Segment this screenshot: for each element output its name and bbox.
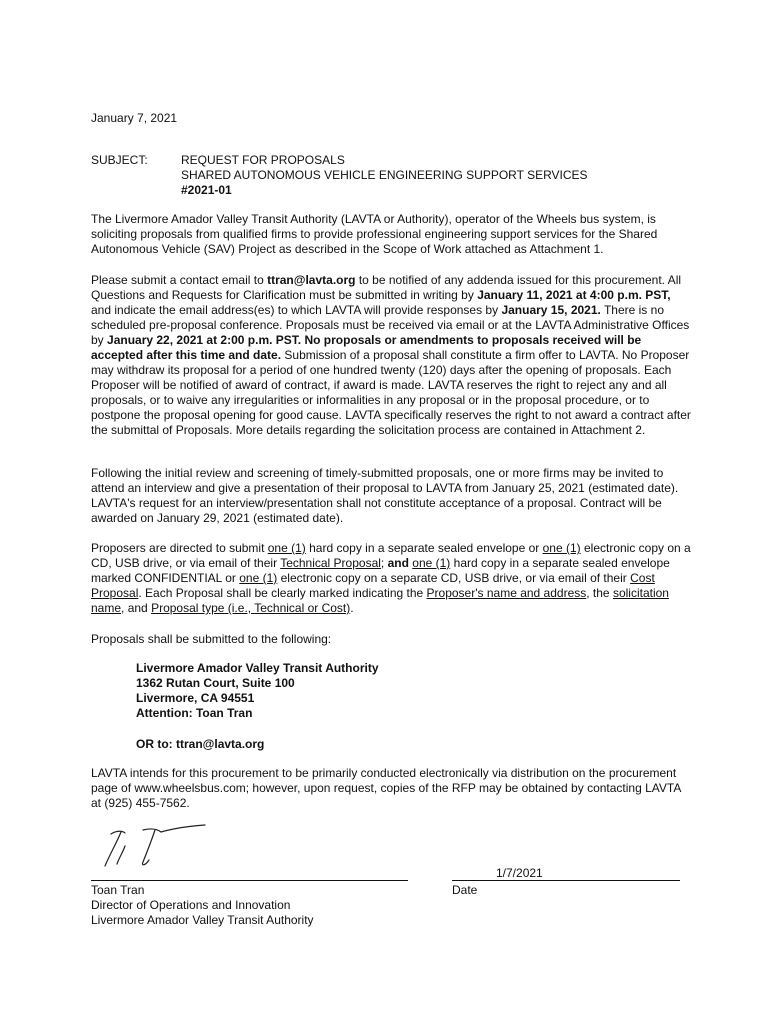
text-run: Please submit a contact email to [91, 273, 268, 287]
text-run: hard copy in a separate sealed envelope or [305, 541, 543, 555]
text-run: hard copy in a separate sealed envelope marked CONFIDENTIAL or [91, 556, 670, 585]
paragraph-submit-to: Proposals shall be submitted to the following: [91, 632, 332, 646]
subject-line-1: REQUEST FOR PROPOSALS [181, 153, 345, 167]
address-line-4: Attention: Toan Tran [136, 706, 253, 720]
text-run: to be notified of any addenda issued for this procurement. All Questions and Requests for Clarification must be submitted in writing by [91, 273, 682, 302]
date-label: Date [452, 883, 478, 897]
handwritten-signature [95, 820, 210, 870]
signer-title: Director of Operations and Innovation [91, 898, 291, 912]
underlined-text: Technical Proposal [280, 556, 381, 570]
deadline-responses: January 15, 2021. [501, 303, 601, 317]
signature-date-value: 1/7/2021 [496, 866, 543, 880]
text-run: There is no scheduled pre-proposal conference. Proposals must be received via email or at the LAVTA Administrative Offices by [91, 303, 690, 347]
text-run: . [350, 601, 354, 615]
underlined-text: one (1) [267, 541, 306, 555]
alternate-email: OR to: ttran@lavta.org [136, 737, 265, 751]
date-line [452, 880, 680, 881]
bold-text: and [387, 556, 409, 570]
signer-name: Toan Tran [91, 883, 145, 897]
signer-org: Livermore Amador Valley Transit Authority [91, 913, 314, 927]
text-run: , the [586, 586, 613, 600]
paragraph-electronic: LAVTA intends for this procurement to be primarily conducted electronically via distribution on the procurement page of www.wheelsbus.com; however, upon request, copies of the RFP may be obtained by contacting LAVTA at (925) 455-7562. [91, 766, 681, 810]
deadline-questions: January 11, 2021 at 4:00 p.m. PST, [477, 288, 671, 302]
deadline-proposals: January 22, 2021 at 2:00 p.m. PST. No proposals or amendments to proposals received will be accepted after this time and date. [91, 333, 642, 362]
paragraph-submission [91, 273, 691, 438]
paragraph-interview: Following the initial review and screening of timely-submitted proposals, one or more firms may be invited to attend an interview and give a presentation of their proposal to LAVTA from January 25, 2021 (estimated date). LAVTA's request for an interview/presentation shall not constitute acceptance of a proposal. Contract will be awarded on January 29, 2021 (estimated date). [91, 466, 679, 525]
subject-line-3: #2021-01 [181, 183, 232, 197]
subject-line-2: SHARED AUTONOMOUS VEHICLE ENGINEERING SUPPORT SERVICES [181, 168, 588, 182]
underlined-text: Proposal type (i.e., Technical or Cost) [151, 601, 351, 615]
underlined-text: one (1) [412, 556, 451, 570]
text-run: electronic copy on a separate CD, USB drive, or via email of their [277, 571, 631, 585]
text-run: ; [380, 556, 388, 570]
text-run: Proposers are directed to submit [91, 541, 268, 555]
text-run: . Each Proposal shall be clearly marked indicating the [138, 586, 427, 600]
text-run: and indicate the email address(es) to which LAVTA will provide responses by [91, 303, 502, 317]
address-line-2: 1362 Rutan Court, Suite 100 [136, 676, 295, 690]
paragraph-intro: The Livermore Amador Valley Transit Authority (LAVTA or Authority), operator of the Wheels bus system, is soliciting proposals from qualified firms to provide professional engineering support services for the Shared Autonomous Vehicle (SAV) Project as described in the Scope of Work attached as Attachment 1. [91, 212, 658, 256]
contact-email: ttran@lavta.org [267, 273, 356, 287]
underlined-text: Cost Proposal [91, 571, 655, 600]
signature-line [91, 880, 408, 881]
signer-block [91, 883, 314, 928]
text-run: , and [121, 601, 152, 615]
underlined-text: one (1) [542, 541, 581, 555]
text-run: Submission of a proposal shall constitute a firm offer to LAVTA. No Proposer may withdraw its proposal for a period of one hundred twenty (120) days after the opening of proposals. Each Proposer will be notified of award of contract, if award is made. LAVTA reserves the right to reject any and all proposals, or to waive any irregularities or informalities in any proposal or in the proposal procedure, or to postpone the proposal opening for good cause. LAVTA specifically reserves the right to not award a contract after the submittal of Proposals. More details regarding the solicitation process are contained in Attachment 2. [91, 348, 691, 437]
subject-label: SUBJECT: [91, 153, 148, 167]
underlined-text: Proposer's name and address [426, 586, 587, 600]
subject-lines [181, 153, 681, 198]
underlined-text: one (1) [239, 571, 278, 585]
letter-date: January 7, 2021 [91, 111, 178, 125]
address-line-3: Livermore, CA 94551 [136, 691, 255, 705]
address-line-1: Livermore Amador Valley Transit Authority [136, 661, 379, 675]
paragraph-format [91, 541, 691, 616]
text-run: electronic copy on a CD, USB drive, or via email of their [91, 541, 691, 570]
underlined-text: solicitation name [91, 586, 669, 615]
mailing-address [136, 661, 379, 721]
